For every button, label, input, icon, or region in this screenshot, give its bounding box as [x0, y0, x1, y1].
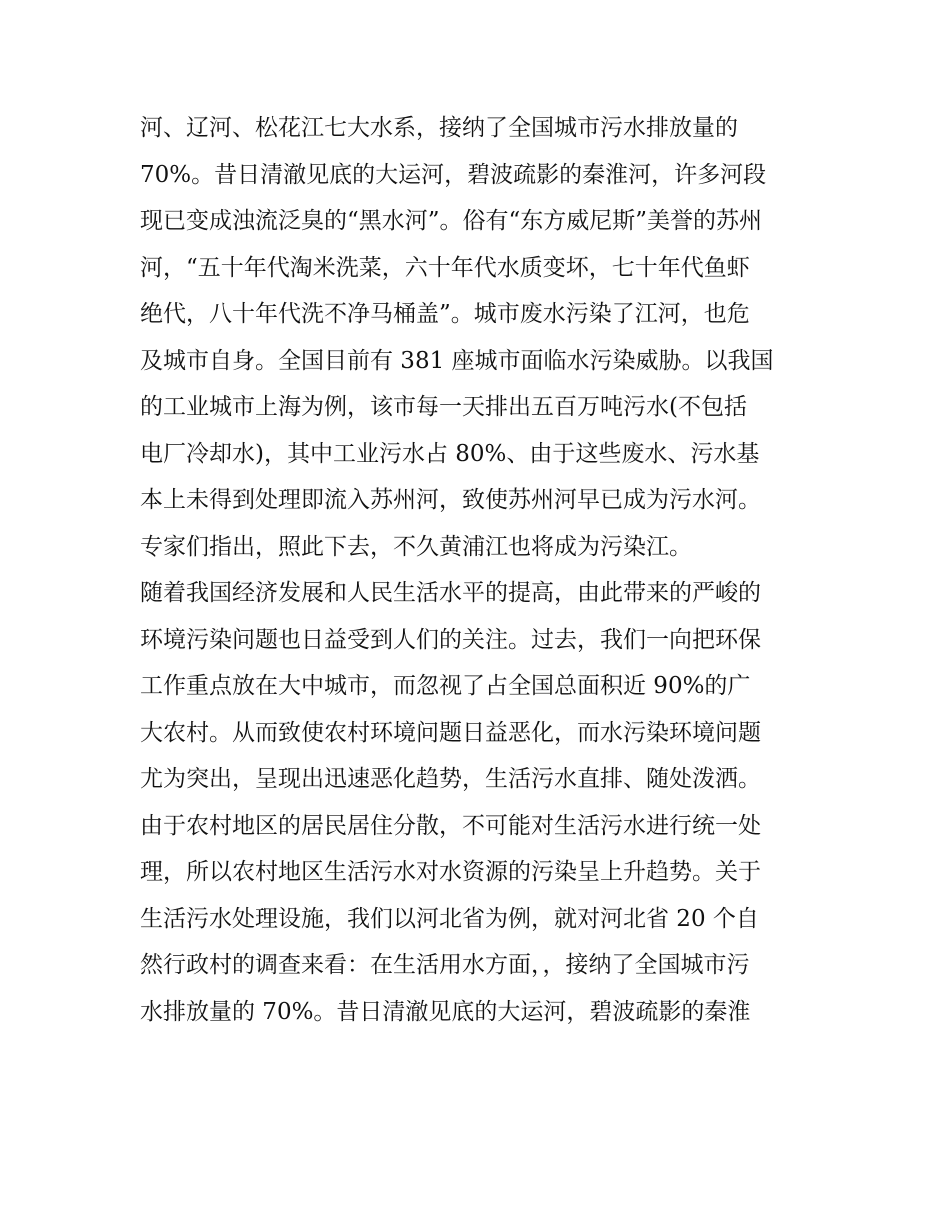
text-line: 专家们指出，照此下去，不久黄浦江也将成为污染江。: [140, 533, 692, 560]
text-line: 然行政村的调查来看：在生活用水方面，，接纳了全国城市污: [140, 952, 750, 978]
text-line: 本上未得到处理即流入苏州河，致使苏州河早已成为污水河。: [140, 487, 761, 513]
text-line: 理，所以农村地区生活污水对水资源的污染呈上升趋势。关于: [140, 859, 761, 885]
text-line: 水排放量的 70%。昔日清澈见底的大运河，碧波疏影的秦淮: [140, 998, 751, 1025]
text-line: 的工业城市上海为例，该市每一天排出五百万吨污水(不包括: [140, 394, 747, 420]
text-line: 生活污水处理设施，我们以河北省为例，就对河北省 20 个自: [140, 905, 759, 932]
text-line: 及城市自身。全国目前有 381 座城市面临水污染威胁。以我国: [140, 347, 774, 374]
text-line: 随着我国经济发展和人民生活水平的提高，由此带来的严峻的: [140, 580, 761, 606]
text-line: 70%。昔日清澈见底的大运河，碧波疏影的秦淮河，许多河段: [140, 161, 767, 188]
text-line: 电厂冷却水)，其中工业污水占 80%、由于这些废水、污水基: [140, 440, 760, 467]
text-line: 河，“五十年代淘米洗菜，六十年代水质变坏，七十年代鱼虾: [140, 254, 750, 281]
text-line: 由于农村地区的居民居住分散，不可能对生活污水进行统一处: [140, 812, 761, 839]
text-line: 绝代，八十年代洗不净马桶盖”。城市废水污染了江河，也危: [140, 301, 750, 327]
text-line: 河、辽河、松花江七大水系，接纳了全国城市污水排放量的: [140, 115, 738, 141]
text-line: 环境污染问题也日益受到人们的关注。过去，我们一向把环保: [140, 626, 761, 653]
text-line: 大农村。从而致使农村环境问题日益恶化，而水污染环境问题: [140, 719, 761, 746]
text-line: 尤为突出，呈现出迅速恶化趋势，生活污水直排、随处泼洒。: [140, 766, 761, 792]
text-line: 现已变成浊流泛臭的“黑水河”。俗有“东方威尼斯”美誉的苏州: [140, 208, 763, 234]
text-line: 工作重点放在大中城市，而忽视了占全国总面积近 90%的广: [140, 673, 751, 699]
body-text: [140, 105, 820, 1035]
